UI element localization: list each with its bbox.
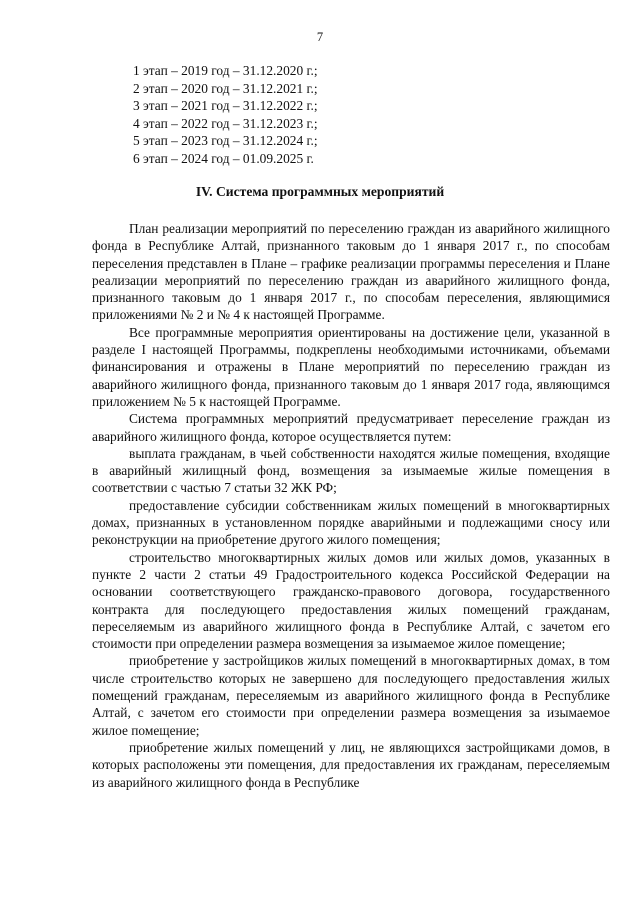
paragraph: выплата гражданам, в чьей собственности находятся жилые помещения, входящие в аварийный жилищный фонд, возмещения за изымаемые жилые помещения в соответствии с частью 7 статьи 32 ЖК РФ; [92, 445, 610, 496]
page-number: 7 [316, 30, 324, 44]
stage-item: 2 этап – 2020 год – 31.12.2021 г.; [133, 80, 318, 96]
stage-item: 6 этап – 2024 год – 01.09.2025 г. [133, 150, 314, 166]
paragraph: План реализации мероприятий по переселению граждан из аварийного жилищного фонда в Республике Алтай, признанного таковым до 1 января 2017 г., по способам переселения представлен в Плане – графике реализации программы переселения и Плане реализации мероприятий по переселению граждан из аварийного жилищного фонда, признанного таковым до 1 января 2017 г., по способам переселения, являющимися приложениями № 2 и № 4 к настоящей Программе. [92, 221, 610, 323]
stage-item: 5 этап – 2023 год – 31.12.2024 г.; [133, 133, 318, 149]
body-text [92, 220, 610, 791]
paragraph: приобретение у застройщиков жилых помещений в многоквартирных домах, в том числе строительство которых не завершено для последующего предоставления жилых помещений гражданам, переселяемым из аварийного жилищного фонда в Республике Алтай, с зачетом его стоимости при определении размера возмещения за изымаемое жилое помещение; [92, 653, 610, 738]
stage-item: 1 этап – 2019 год – 31.12.2020 г.; [133, 63, 318, 78]
section-title: IV. Система программных мероприятий [195, 184, 445, 199]
stage-item: 4 этап – 2022 год – 31.12.2023 г.; [133, 115, 318, 131]
stages-list [133, 62, 318, 168]
paragraph: Система программных мероприятий предусматривает переселение граждан из аварийного жилищного фонда, которое осуществляется путем: [92, 411, 610, 444]
paragraph: предоставление субсидии собственникам жилых помещений в многоквартирных домах, признанных в установленном порядке аварийными и подлежащими сносу или реконструкции на приобретение другого жилого помещения; [92, 497, 610, 548]
paragraph: приобретение жилых помещений у лиц, не являющихся застройщиками домов, в которых расположены эти помещения, для предоставления их гражданам, переселяемым из аварийного жилищного фонда в Республике [92, 739, 610, 790]
paragraph: Все программные мероприятия ориентированы на достижение цели, указанной в разделе I настоящей Программы, подкреплены необходимыми источниками, объемами финансирования и отражены в Плане мероприятий по переселению граждан из аварийного жилищного фонда, признанного таковым до 1 января 2017 года, являющимся приложением № 5 к настоящей Программе. [92, 324, 610, 409]
stage-item: 3 этап – 2021 год – 31.12.2022 г.; [133, 98, 318, 114]
paragraph: строительство многоквартирных жилых домов или жилых домов, указанных в пункте 2 части 2 статьи 49 Градостроительного кодекса Российской Федерации на основании соответствующего гражданско-правового договора, государственного контракта для последующего предоставления жилых помещений гражданам, переселяемым из аварийного жилищного фонда в Республике Алтай, с зачетом его стоимости при определении размера возмещения за изымаемое жилое помещение; [92, 549, 610, 652]
